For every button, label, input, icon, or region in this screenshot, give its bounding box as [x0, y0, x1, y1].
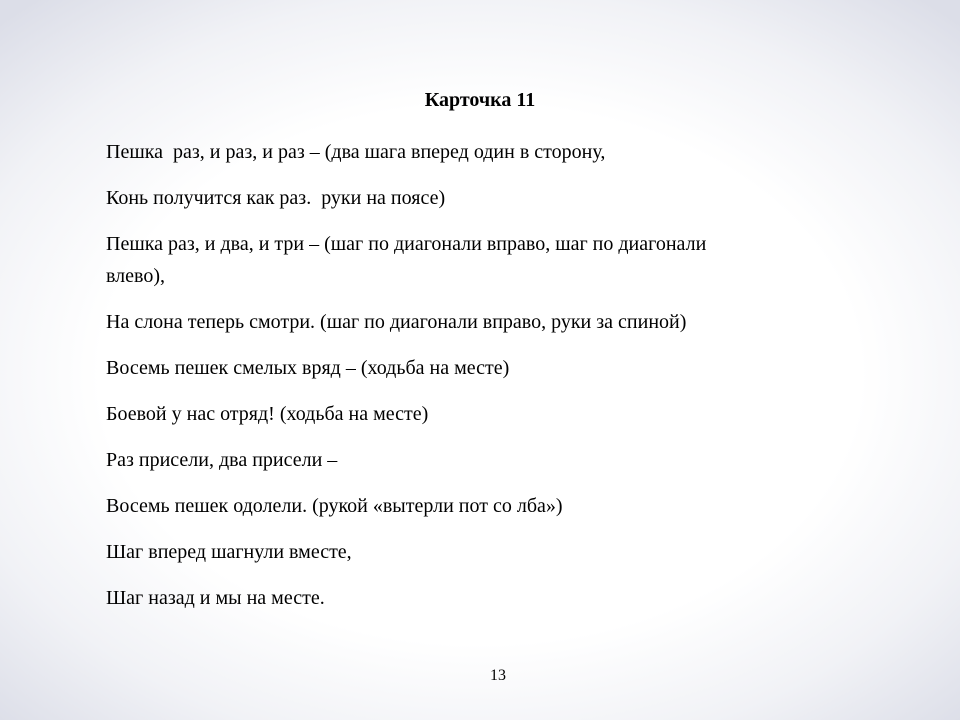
page-number: 13 — [490, 667, 506, 684]
poem-text — [106, 136, 826, 628]
poem-line: Восемь пешек одолели. (рукой «вытерли пот со лба») — [106, 495, 563, 517]
card-title: Карточка 11 — [424, 89, 536, 111]
poem-line: Шаг вперед шагнули вместе, — [106, 541, 352, 563]
poem-line: На слона теперь смотри. (шаг по диагонали вправо, руки за спиной) — [106, 311, 687, 333]
poem-line: Конь получится как раз. руки на поясе) — [106, 187, 446, 209]
poem-line: Пешка раз, и два, и три – (шаг по диагонали вправо, шаг по диагонали влево), — [106, 233, 712, 287]
poem-line: Восемь пешек смелых вряд – (ходьба на месте) — [106, 357, 510, 379]
poem-line: Пешка раз, и раз, и раз – (два шага вперед один в сторону, — [106, 141, 606, 163]
poem-line: Шаг назад и мы на месте. — [106, 587, 325, 609]
poem-line: Раз присели, два присели – — [106, 449, 338, 471]
poem-line: Боевой у нас отряд! (ходьба на месте) — [106, 403, 429, 425]
